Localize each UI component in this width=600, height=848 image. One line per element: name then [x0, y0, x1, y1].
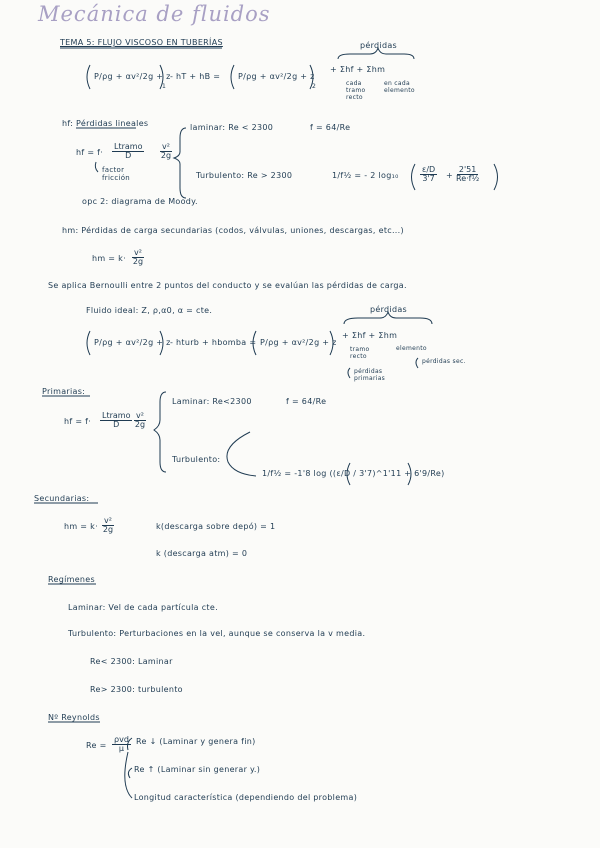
hf-laminar: laminar: Re < 2300: [190, 123, 274, 132]
secundarias-eq: hm = k·: [64, 522, 98, 531]
hf-colebrook-left: 1/f½ = - 2 log₁₀: [332, 171, 399, 180]
ideal-tramo-recto: tramo recto: [350, 346, 370, 361]
primarias-f: f = 64/Re: [286, 397, 327, 406]
section-heading-tema: TEMA 5: FLUJO VISCOSO EN TUBERÍAS: [60, 38, 223, 47]
eq1-sub2: 2: [312, 83, 317, 90]
eq1-sub1: 1: [162, 83, 167, 90]
hf-colebrook-frac1-den: 3'7: [422, 174, 435, 184]
hm-frac-num: v²: [134, 248, 142, 257]
hf-turbulento: Turbulento: Re > 2300: [196, 171, 293, 180]
secundarias-label: Secundarias:: [34, 494, 90, 503]
hf-frac2-den: 2g: [160, 151, 172, 161]
bernoulli-note: Se aplica Bernoulli entre 2 puntos del conducto y se evalúan las pérdidas de carga.: [48, 281, 407, 290]
hf-frac1-num: Ltramo: [114, 142, 143, 151]
reynolds-l3: Longitud característica (dependiendo del problema): [134, 793, 358, 802]
hf-plus: +: [446, 171, 454, 180]
primarias-label: Primarias:: [42, 387, 86, 396]
primarias-eq: hf = f·: [64, 417, 92, 426]
hf-label: hf: Pérdidas lineales: [62, 119, 149, 128]
eq1-sum: + Σhf + Σhm: [330, 65, 386, 74]
hf-colebrook-frac2: [456, 166, 479, 184]
reynolds-l2: Re ↑ (Laminar sin generar y.): [134, 765, 261, 774]
hf-frac1: [112, 143, 144, 161]
ideal-left: P/ρg + αv²/2g + z: [94, 338, 171, 347]
secundarias-k1: k(descarga sobre depó) = 1: [156, 522, 276, 531]
hf-frac2: [160, 143, 172, 161]
ideal-sum: + Σhf + Σhm: [342, 331, 398, 340]
reynolds-frac-den: μ: [118, 744, 124, 754]
eq1-perdidas-label: pérdidas: [360, 41, 397, 50]
regimenes-turbulento: Turbulento: Perturbaciones en la vel, aunque se conserva la v media.: [68, 629, 366, 638]
hf-opc-moody: opc 2: diagrama de Moody.: [82, 197, 198, 206]
secundarias-frac-num: v²: [104, 516, 112, 525]
reynolds-frac-num: ρvd: [114, 735, 129, 744]
primarias-frac1-den: D: [113, 420, 120, 430]
regimenes-label: Regímenes: [48, 575, 95, 584]
secundarias-frac-den: 2g: [102, 525, 114, 535]
hf-factor-friccion: factor fricción: [102, 166, 131, 183]
ideal-perdidas-sec: pérdidas sec.: [422, 358, 466, 365]
hf-frac1-den: D: [125, 151, 132, 161]
reynolds-frac: [112, 736, 131, 754]
ideal-perdidas-primarias: pérdidas primarias: [354, 368, 386, 383]
page-title: Mecánica de fluidos: [38, 2, 271, 26]
secundarias-frac: [102, 517, 114, 535]
hf-colebrook-frac1: [420, 166, 437, 184]
eq1-left: P/ρg + αv²/2g + z: [94, 72, 171, 81]
hf-frac2-num: v²: [162, 142, 170, 151]
eq1-mid: - hT + hB =: [170, 72, 221, 81]
primarias-turbulento: Turbulento:: [172, 455, 221, 464]
hm-label: hm: Pérdidas de carga secundarias (codos, válvulas, uniones, descargas, etc...): [62, 226, 404, 235]
regimenes-re2: Re> 2300: turbulento: [90, 685, 183, 694]
ideal-mid: - hturb + hbomba =: [170, 338, 257, 347]
regimenes-laminar: Laminar: Vel de cada partícula cte.: [68, 603, 218, 612]
hm-frac: [132, 249, 144, 267]
hm-frac-den: 2g: [132, 257, 144, 267]
hf-colebrook-frac1-num: ε/D: [422, 165, 436, 174]
ideal-perdidas-label: pérdidas: [370, 305, 407, 314]
primarias-frac1: [100, 412, 132, 430]
eq1-cada-tramo: cada tramo recto: [346, 80, 366, 102]
eq1-en-cada: en cada elemento: [384, 80, 415, 95]
ideal-elemento: elemento: [396, 345, 427, 352]
hf-colebrook-frac2-num: 2'51: [458, 165, 477, 174]
primarias-frac1-num: Ltramo: [102, 411, 131, 420]
reynolds-label: Nº Reynolds: [48, 713, 100, 722]
eq1-right: P/ρg + αv²/2g + z: [238, 72, 315, 81]
primarias-frac2-den: 2g: [134, 420, 146, 430]
ideal-label: Fluido ideal: Z, ρ,α0, α = cte.: [86, 306, 213, 315]
hf-colebrook-frac2-den: Re·f½: [456, 174, 480, 184]
secundarias-k2: k (descarga atm) = 0: [156, 549, 248, 558]
primarias-eq-turb: 1/f½ = -1'8 log ((ε/D / 3'7)^1'11 + 6'9/Re): [262, 469, 445, 478]
regimenes-re1: Re< 2300: Laminar: [90, 657, 173, 666]
ideal-right: P/ρg + αv²/2g + z: [260, 338, 337, 347]
primarias-frac2-num: v²: [136, 411, 144, 420]
primarias-laminar: Laminar: Re<2300: [172, 397, 252, 406]
hf-laminar-f: f = 64/Re: [310, 123, 351, 132]
primarias-frac2: [134, 412, 146, 430]
reynolds-l1: Re ↓ (Laminar y genera fin): [136, 737, 256, 746]
hm-eq: hm = k·: [92, 254, 126, 263]
reynolds-eq: Re =: [86, 741, 107, 750]
hf-eq-left: hf = f·: [76, 148, 104, 157]
